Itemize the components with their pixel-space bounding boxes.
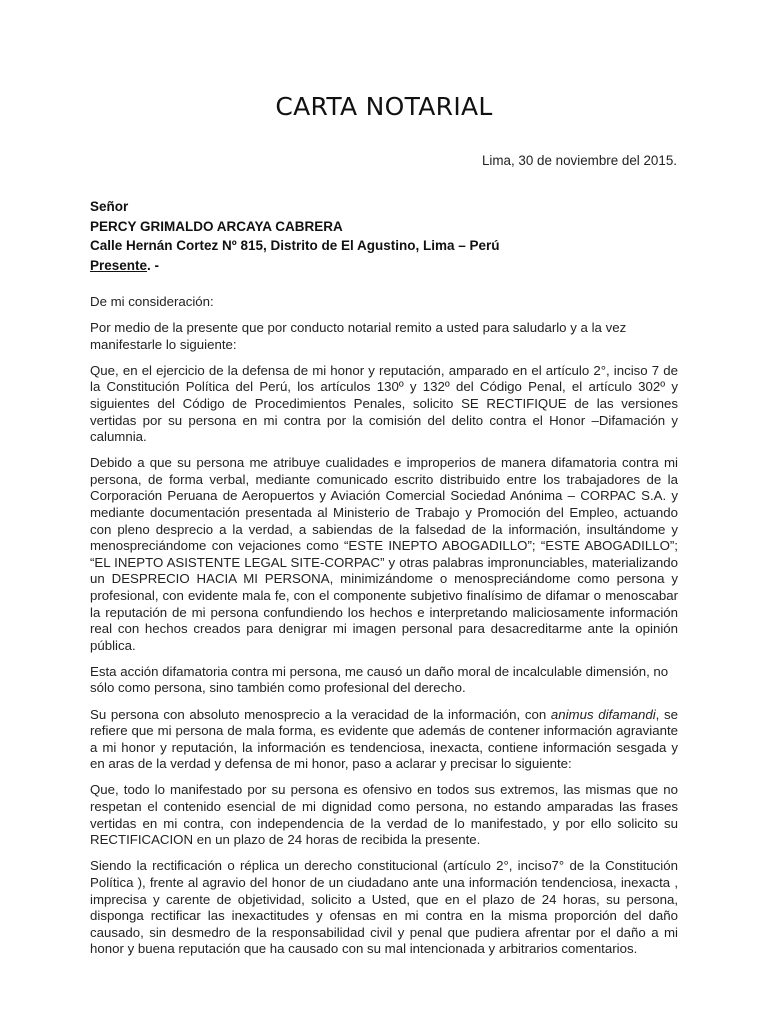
paragraph-legal-basis: Que, en el ejercicio de la defensa de mi honor y reputación, amparado en el artículo 2°, inciso 7 de la Constitución Política del Perú, los artículos 130º y 132º del Código Penal, el artículo 302º y siguientes del Código de Procedimientos Penales, solicito SE RECTIFIQUE de las versiones vertidas por su persona en mi contra por la comisión del delito contra el Honor –Difamación y calumnia. bbox=[90, 362, 678, 445]
animus-difamandi-term: animus difamandi bbox=[550, 706, 656, 722]
addressee-presente-line bbox=[90, 256, 500, 276]
greeting: De mi consideración: bbox=[90, 294, 214, 309]
paragraph-constitutional-right: Siendo la rectificación o réplica un derecho constitucional (artículo 2°, inciso7° de la Constitución Política ), frente al agravio del honor de un ciudadano ante una información tendenciosa, inexacta , imprecisa y carente de objetividad, solicito a Usted, que en el plazo de 24 horas, su persona, disponga rectificar las inexactitudes y ofensas en mi contra en la misma proporción del daño causado, sin desmedro de la responsabilidad civil y penal que pudiera afrentar por el daño a mi honor y buena reputación que ha causado con su mal intencionada y arbitrarios comentarios. bbox=[90, 858, 678, 957]
document-date: Lima, 30 de noviembre del 2015. bbox=[481, 153, 677, 168]
letter-body bbox=[90, 294, 678, 967]
paragraph-moral-damage: Esta acción difamatoria contra mi persona, me causó un daño moral de incalculable dimensión, no sólo como persona, sino también como profesional del derecho. bbox=[90, 663, 669, 696]
paragraph-animus bbox=[90, 707, 678, 773]
addressee-presente: Presente bbox=[90, 257, 148, 273]
addressee-presente-suffix: . - bbox=[147, 257, 160, 273]
document-title: CARTA NOTARIAL bbox=[275, 92, 493, 121]
paragraph-rectification-request: Que, todo lo manifestado por su persona es ofensivo en todos sus extremos, las mismas que no respetan el contenido esencial de mi dignidad como persona, no estando amparadas las frases vertidas en mi contra, con independencia de la verdad de lo manifestado, y por ello solicito su RECTIFICACION en un plazo de 24 horas de recibida la presente. bbox=[90, 782, 678, 848]
addressee-address: Calle Hernán Cortez Nº 815, Distrito de El Agustino, Lima – Perú bbox=[90, 238, 500, 253]
paragraph-intro: Por medio de la presente que por conducto notarial remito a usted para saludarlo y a la vez manifestarle lo siguiente: bbox=[90, 320, 627, 352]
paragraph-animus-end: , se refiere que mi persona de mala forma, es evidente que además de contener información agraviante a mi honor y reputación, la información es tendenciosa, inexacta, contiene información sesgada y en aras de la verdad y defensa de mi honor, paso a aclarar y precisar lo siguiente: bbox=[90, 706, 678, 772]
paragraph-animus-start: Su persona con absoluto menosprecio a la veracidad de la información, con bbox=[90, 706, 551, 722]
paragraph-facts: Debido a que su persona me atribuye cualidades e improperios de manera difamatoria contra mi persona, de forma verbal, mediante comunicado escrito distribuido entre los trabajadores de la Corporación Peruana de Aeropuertos y Aviación Comercial Sociedad Anónima – CORPAC S.A. y mediante documentación presentada al Ministerio de Trabajo y Promoción del Empleo, actuando con pleno desprecio a la verdad, a sabiendas de la falsedad de la información, insultándome y menospreciándome con vejaciones como “ESTE INEPTO ABOGADILLO”; “ESTE ABOGADILLO”; “EL INEPTO ASISTENTE LEGAL SITE-CORPAC” y otras palabras impronunciables, materializando un DESPRECIO HACIA MI PERSONA, minimizándome o menospreciándome como persona y profesional, con evidente mala fe, con el componente subjetivo finalísimo de difamar o menoscabar la reputación de mi persona confundiendo los hechos e interpretando maliciosamente información real con hechos creados para denigrar mi imagen personal para desacreditarme ante la opinión pública. bbox=[90, 455, 678, 653]
addressee-salutation: Señor bbox=[90, 199, 129, 214]
addressee-name: PERCY GRIMALDO ARCAYA CABRERA bbox=[90, 218, 343, 234]
addressee-block bbox=[90, 197, 500, 275]
